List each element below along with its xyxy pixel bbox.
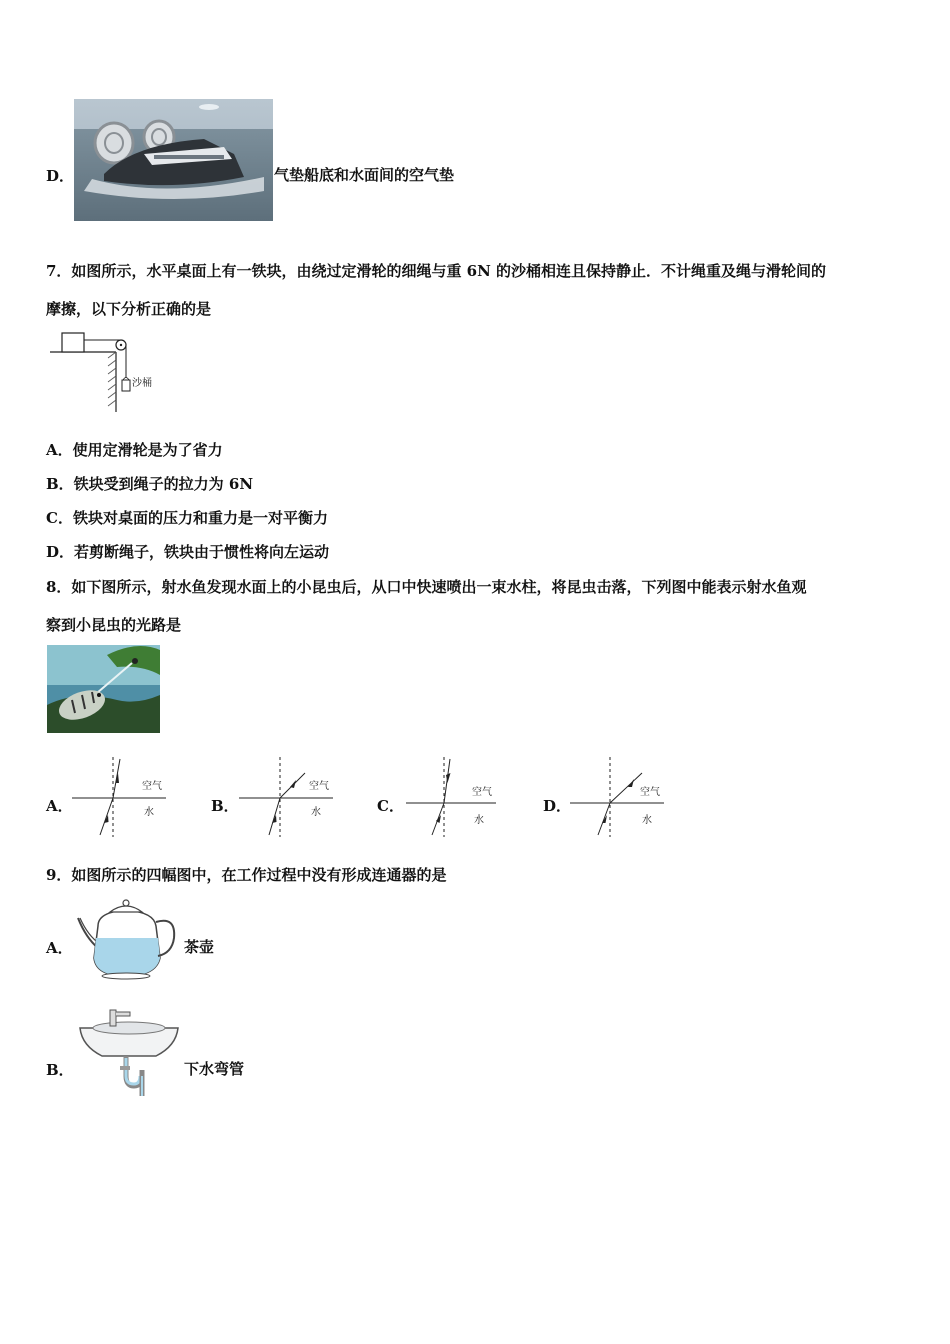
- q8-stem-line1: 8．如下图所示，射水鱼发现水面上的小昆虫后，从口中快速喷出一束水柱，将昆虫击落，下列图中能表示射水鱼观: [46, 578, 807, 596]
- q7-stem-line1: 7．如图所示，水平桌面上有一铁块，由绕过定滑轮的细绳与重 6N 的沙桶相连且保持静止．不计绳重及绳与滑轮间的: [46, 262, 827, 280]
- svg-text:空气: 空气: [472, 787, 492, 798]
- q8-option-d-label: D．: [543, 797, 572, 815]
- teapot-image: [76, 898, 182, 980]
- q7-option-d: D．若剪断绳子，铁块由于惯性将向左运动: [46, 543, 330, 561]
- q8-stem-line2: 察到小昆虫的光路是: [46, 616, 182, 634]
- svg-text:水: 水: [311, 807, 321, 818]
- q8-diagram-b[interactable]: [237, 755, 337, 840]
- q9-option-a-text: 茶壶: [184, 938, 215, 956]
- q9-stem: 9．如图所示的四幅图中，在工作过程中没有形成连通器的是: [46, 866, 447, 884]
- q9-option-a-label: A．: [46, 939, 73, 957]
- q8-option-b-label: B．: [211, 797, 239, 815]
- q7-stem-line2: 摩擦，以下分析正确的是: [46, 300, 212, 318]
- svg-text:空气: 空气: [142, 781, 162, 792]
- q8-option-a-label: A．: [46, 797, 73, 815]
- q9-option-b-label: B．: [46, 1061, 74, 1079]
- pulley-diagram: [44, 328, 164, 414]
- hovercraft-image: [74, 99, 273, 221]
- q7-option-c: C．铁块对桌面的压力和重力是一对平衡力: [46, 509, 328, 527]
- q8-diagram-d[interactable]: [568, 755, 668, 840]
- q8-diagram-a[interactable]: [70, 755, 170, 840]
- q6-option-d-text: 气垫船底和水面间的空气垫: [274, 166, 455, 184]
- svg-text:空气: 空气: [309, 781, 329, 792]
- q9-option-b-text: 下水弯管: [184, 1060, 245, 1078]
- svg-text:水: 水: [642, 815, 652, 826]
- svg-text:水: 水: [144, 807, 154, 818]
- sink-drain-image: [76, 1006, 182, 1098]
- q6-option-d-label: D．: [46, 167, 75, 185]
- q7-option-a: A．使用定滑轮是为了省力: [46, 441, 223, 459]
- archerfish-image: [47, 645, 160, 733]
- svg-text:水: 水: [474, 815, 484, 826]
- sand-bucket-label: 沙桶: [132, 378, 152, 389]
- svg-text:空气: 空气: [640, 787, 660, 798]
- q8-diagram-c[interactable]: [404, 755, 504, 840]
- q8-option-c-label: C．: [377, 797, 404, 815]
- q7-option-b: B．铁块受到绳子的拉力为 6N: [46, 475, 254, 493]
